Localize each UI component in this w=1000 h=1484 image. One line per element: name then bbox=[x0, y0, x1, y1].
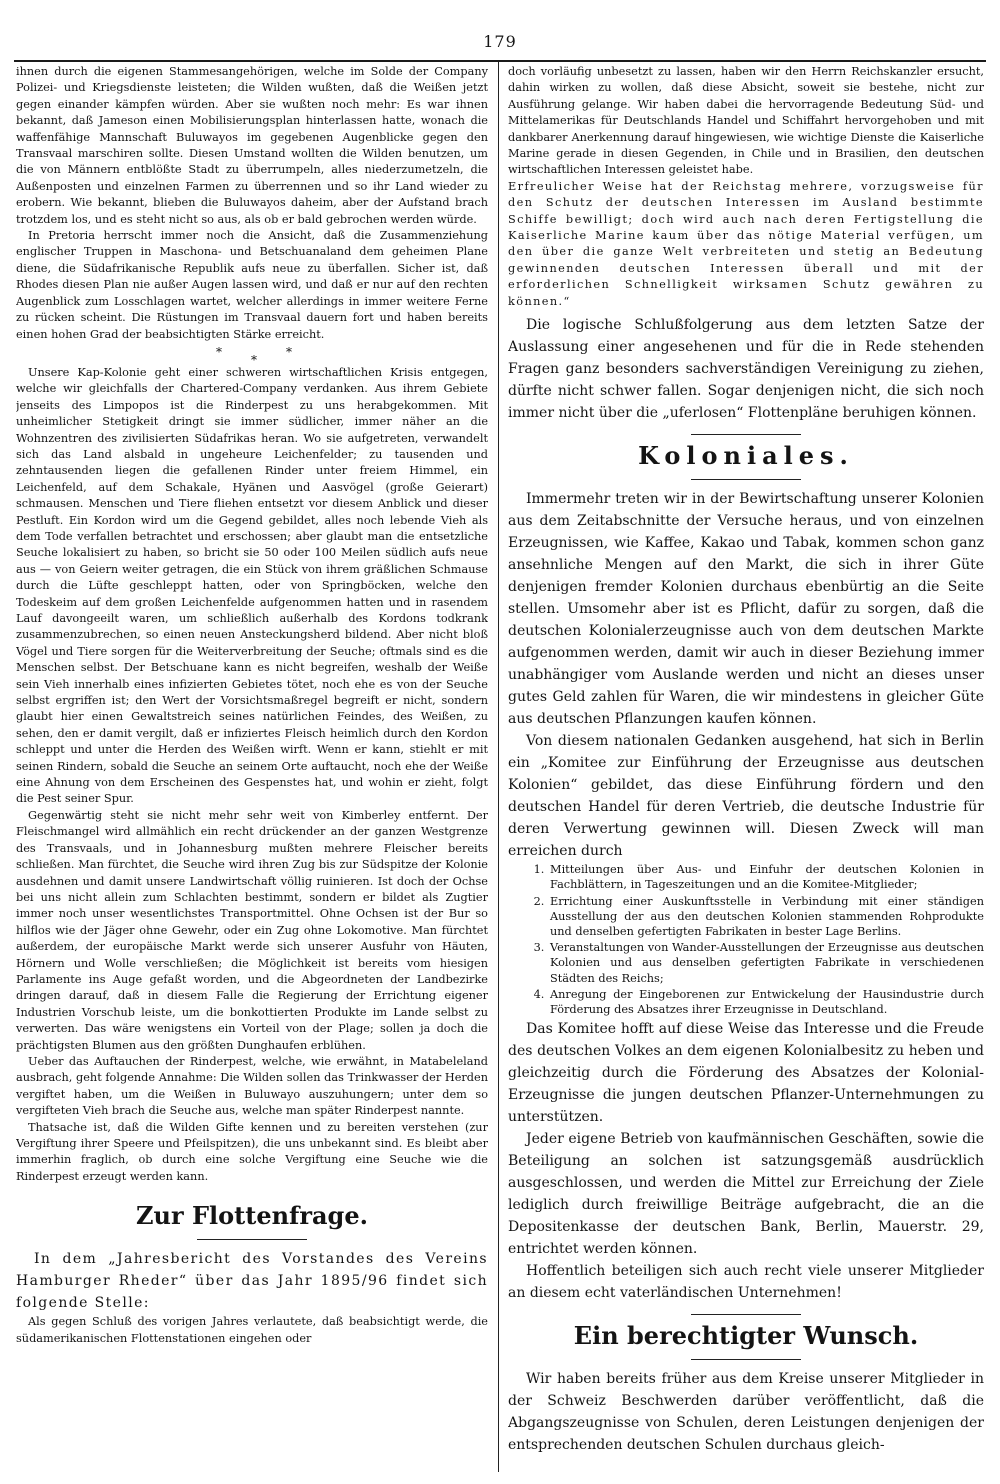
heading-koloniales: Koloniales. bbox=[638, 441, 854, 471]
paragraph: In dem „Jahresbericht des Vorstandes des Vereins Hamburger Rheder“ über das Jahr 1895/96 findet sich folgende Stelle: bbox=[16, 1251, 488, 1312]
list-item: 1. Mitteilungen über Aus- und Einfuhr der deutschen Kolonien in Fachblättern, in Tageszeitungen und an die Komitee-Mitglieder; bbox=[548, 862, 984, 892]
left-column bbox=[16, 64, 488, 1468]
paragraph: Das Komitee hofft auf diese Weise das Interesse und die Freude des deutschen Volkes an dem eigenen Kolonialbesitz zu heben und gleichzeitig durch die Förderung des Absatzes der Kolonial-Erzeugnisse die jungen deutschen Pflanzer-Unternehmungen zu unterstützen. bbox=[508, 1021, 984, 1126]
paragraph: Von diesem nationalen Gedanken ausgehend, hat sich in Berlin ein „Komitee zur Einführung der Erzeugnisse aus deutschen Kolonien“ gebildet, das diese Einführung fördern und den deutschen Handel für deren Vertrieb, die deutsche Industrie für deren Verwertung gewinnen will. Diesen Zweck will man erreichen durch bbox=[508, 733, 984, 860]
separator-star: * bbox=[286, 344, 292, 359]
paragraph: Unsere Kap-Kolonie geht einer schweren wirtschaftlichen Krisis entgegen, welche wir gleichfalls der Chartered-Company verdanken. Aus ihrem Gebiete jenseits des Limpopos ist die Rinderpest zu uns herabgekommen. Mit unheimlicher Stetigkeit dringt sie immer südlicher, immer näher an die Wohnzentren des zivilisierten Südafrikas heran. Wo sie aufgetreten, verwandelt sich das Land alsbald in ungeheure Leichenfelder; zu tausenden und zehntausenden liegen die gefallenen Rinder unter freiem Himmel, ein Leichenfeld, auf dem Schakale, Hyänen und Aasvögel (große Geierart) schmausen. Menschen und Tiere fliehen entsetzt vor diesem Anblick und dieser Pestluft. Ein Kordon wird um die Gegend gebildet, alles noch lebende Vieh als dem Tode verfallen betrachtet und erschossen; aber glaubt man die entsetzliche Seuche lokalisiert zu haben, so bricht sie 50 oder 100 Meilen südlich aufs neue aus — von Geiern weiter getragen, die ein Stück von ihrem gräßlichen Schmause durch die Lüfte geschleppt hatten, oder von Springböcken, welche den Todeskeim auf dem großen Leichenfelde aufgenommen hatten und in rasendem Lauf davongeeilt waren, um schließlich außerhalb des Kordons todkrank zusammenzubrechen, so einen neuen Ansteckungsherd bildend. Aber nicht bloß Vögel und Tiere sorgen für die Weiterverbreitung der Seuche; oftmals sind es die Menschen selbst. Der Betschuane kann es nicht begreifen, weshalb der Weiße sein Vieh innerhalb eines infizierten Gebietes tötet, noch ehe es von der Seuche selbst ergriffen ist; den Wert der Vorsichtsmaßregel begreift er nicht, sondern glaubt hier einen Gewaltstreich seines natürlichen Feindes, des Weißen, zu sehen, den er damit vergilt, daß er infiziertes Fleisch heimlich durch den Kordon schleppt und unter die Herden des Weißen wirft. Wenn er kann, stiehlt er mit seinen Rindern, sobald die Seuche an seinem Orte auftaucht, noch ehe der Weiße eine Ahnung von dem Erscheinen des Gespenstes hat, und wohin er zieht, folgt die Pest seiner Spur. bbox=[16, 365, 488, 806]
heading-rule bbox=[691, 479, 801, 480]
heading-rule bbox=[691, 1359, 801, 1360]
heading-wunsch: Ein berechtigter Wunsch. bbox=[573, 1321, 919, 1351]
quote-paragraph: Erfreulicher Weise hat der Reichstag mehrere, vorzugsweise für den Schutz der deutschen Interessen im Ausland bestimmte Schiffe bewilligt; doch wird auch nach deren Fertigstellung die Kaiserliche Marine kaum über das nötige Material verfügen, um den über die ganze Welt verbreiteten und stetig an Bedeutung gewinnenden deutschen Interessen überall und mit der erforderlichen Schnelligkeit wirksamen Schutz gewähren zu können.“ bbox=[508, 179, 984, 308]
paragraph: Hoffentlich beteiligen sich auch recht viele unserer Mitglieder an diesem echt vaterländischen Unternehmen! bbox=[508, 1263, 984, 1302]
flotten-conclusion bbox=[508, 314, 984, 424]
right-column bbox=[508, 64, 984, 1468]
heading-rule bbox=[197, 1239, 307, 1240]
header-rule bbox=[14, 60, 986, 62]
heading-rule bbox=[691, 1314, 801, 1315]
paragraph: Gegenwärtig steht sie nicht mehr sehr weit von Kimberley entfernt. Der Fleischmangel wird allmählich ein recht drückender an der ganzen Westgrenze des Transvaals, und in Johannesburg mußten mehrere Fleischer bereits schließen. Man fürchtet, die Seuche wird ihren Zug bis zur Südspitze der Kolonie ausdehnen und damit unsere Landwirtschaft völlig ruinieren. Ist doch der Ochse bei uns nicht allein zum Schlachten bestimmt, sondern er bildet als Zugtier immer noch unser wesentlichstes Transportmittel. Ohne Ochsen ist der Bur so hilflos wie der Jäger ohne Gewehr, oder ein Zug ohne Lokomotive. Man fürchtet außerdem, der europäische Markt werde sich unserer Ausfuhr von Häuten, Hörnern und Wolle verschließen; die Möglichkeit ist bereits vom hiesigen Parlamente ins Auge gefaßt worden, und die Abgeordneten der Landbezirke dringen darauf, daß in diesem Falle die Regierung der Errichtung eigener Industrien Vorschub leiste, um die bonkottierten Produkte im Lande selbst zu verwerten. Das wäre wenigstens ein Vorteil von der Plage; sollen ja doch die prächtigsten Blumen aus den größten Dunghaufen erblühen. bbox=[16, 808, 488, 1052]
paragraph: Ueber das Auftauchen der Rinderpest, welche, wie erwähnt, in Matabeleland ausbrach, geht folgende Annahme: Die Wilden sollen das Trinkwasser der Herden vergiftet haben, um die Weißen in Buluwayo auszuhungern; unter dem so vergifteten Vieh brach die Seuche aus, welche man später Rinderpest nannte. bbox=[16, 1054, 488, 1118]
quote-paragraph: doch vorläufig unbesetzt zu lassen, haben wir den Herrn Reichskanzler ersucht, dahin wirken zu wollen, daß diese Absicht, soweit sie bestehe, nicht zur Ausführung gelange. Wir haben dabei die hervorragende Bedeutung Süd- und Mittelamerikas für Deutschlands Handel und Schiffahrt hervorgehoben und mit dankbarer Anerkennung darauf hingewiesen, wie wichtige Dienste die Kaiserliche Marine gerade in diesen Gegenden, in Chile und in Brasilien, den deutschen wirtschaftlichen Interessen geleistet habe. bbox=[508, 65, 984, 177]
article-koloniales bbox=[508, 488, 984, 862]
quote-paragraph: Als gegen Schluß des vorigen Jahres verlautete, daß beabsichtigt werde, die südamerikanischen Flottenstationen eingehen oder bbox=[16, 1315, 488, 1345]
paragraph: Thatsache ist, daß die Wilden Gifte kennen und zu bereiten verstehen (zur Vergiftung ihrer Speere und Pfeilspitzen), die uns unbekannt sind. Es bleibt aber immerhin fraglich, ob durch eine solche Vergiftung eine Seuche wie die Rinderpest erzeugt werden kann. bbox=[16, 1120, 488, 1183]
article-kap-kolonie bbox=[16, 365, 488, 1185]
paragraph: ihnen durch die eigenen Stammesangehörigen, welche im Solde der Company Polizei- und Kriegsdienste leisteten; die Wilden wußten, daß die Weißen jetzt gegen einander kämpfen würden. Aber sie wußten noch mehr: Es war ihnen bekannt, daß Jameson einen Mobilisierungsplan hinterlassen hatte, wonach die waffenfähige Mannschaft Buluwayos im gegebenen Augenblicke gegen den Transvaal marschiren sollte. Diesen Umstand wollten die Wilden benutzen, um die von Männern entblößte Stadt zu überrumpeln, alles niederzumetzeln, die Außenposten und einzelnen Farmen zu überrennen und so ihr Land wieder zu erobern. Wie bekannt, blieben die Buluwayos daheim, aber der Aufstand brach trotzdem los, und es steht nicht so aus, als ob er bald gebrochen werden würde. bbox=[16, 65, 488, 226]
article-koloniales-continued bbox=[508, 1018, 984, 1304]
separator-star: * bbox=[251, 352, 257, 367]
paragraph: In Pretoria herrscht immer noch die Ansicht, daß die Zusammenziehung englischer Truppen in Maschona- und Betschuanaland dem geheimen Plane diene, die Südafrikanische Republik aufs neue zu überfallen. Sicher ist, daß Rhodes diesen Plan nie außer Augen lassen wird, und daß er nur auf den rechten Augenblick zum Losschlagen wartet, welcher allerdings in immer weitere Ferne zu rücken scheint. Die Rüstungen im Transvaal dauern fort und haben bereits einen hohen Grad der beabsichtigten Stärke erreicht. bbox=[16, 229, 488, 341]
komitee-measures-list bbox=[508, 862, 984, 1017]
paragraph: Wir haben bereits früher aus dem Kreise unserer Mitglieder in der Schweiz Beschwerden darüber veröffentlicht, daß die Abgangszeugnisse von Schulen, deren Leistungen denjenigen der entsprechenden deutschen Schulen durchaus gleich- bbox=[508, 1371, 984, 1454]
paragraph: Jeder eigene Betrieb von kaufmännischen Geschäften, sowie die Beteiligung an solchen ist satzungsgemäß ausdrücklich ausgeschlossen, und werden die Mittel zur Erreichung der Ziele lediglich durch freiwillige Beiträge aufgebracht, die an die Depositenkasse der deutschen Bank, Berlin, Mauerstr. 29, entrichtet werden können. bbox=[508, 1131, 984, 1258]
flotten-quote-continued bbox=[508, 64, 984, 310]
list-item: 3. Veranstaltungen von Wander-Ausstellungen der Erzeugnisse aus deutschen Kolonien und aus denselben gefertigten Fabrikate in verschiedenen Städten des Reichs; bbox=[548, 940, 984, 986]
section-separator bbox=[16, 344, 488, 367]
column-divider bbox=[498, 62, 499, 1472]
paragraph: Die logische Schlußfolgerung aus dem letzten Satze der Auslassung einer angesehenen und für die in Rede stehenden Fragen ganz besonders sachverständigen Vereinigung zu ziehen, dürfte nicht schwer fallen. Sogar denjenigen nicht, die sich noch immer nicht über die „uferlosen“ Flottenpläne beruhigen können. bbox=[508, 317, 984, 422]
article-flottenfrage bbox=[16, 1248, 488, 1314]
paragraph: Immermehr treten wir in der Bewirtschaftung unserer Kolonien aus dem Zeitabschnitte der Versuche heraus, und von einzelnen Erzeugnissen, wie Kaffee, Kakao und Tabak, kommen schon ganz ansehnliche Mengen auf den Markt, die sich in ihrer Güte denjenigen fremder Kolonien durchaus ebenbürtig an die Seite stellen. Umsomehr aber ist es Pflicht, dafür zu sorgen, daß die deutschen Kolonialerzeugnisse auch von dem deutschen Markte aufgenommen werden, damit wir auch in dieser Beziehung immer unabhängiger vom Auslande werden und nicht an dieses unser gutes Geld zahlen für Waren, die wir mindestens in gleicher Güte aus deutschen Pflanzungen kaufen können. bbox=[508, 491, 984, 728]
article-wunsch bbox=[508, 1368, 984, 1456]
separator-star: * bbox=[216, 344, 222, 359]
article-transvaal bbox=[16, 64, 488, 343]
page-number: 179 bbox=[483, 32, 517, 51]
list-item: 4. Anregung der Eingeborenen zur Entwickelung der Hausindustrie durch Förderung des Absatzes ihrer Erzeugnisse in Deutschland. bbox=[548, 987, 984, 1017]
heading-flottenfrage: Zur Flottenfrage. bbox=[136, 1201, 368, 1231]
heading-rule bbox=[691, 434, 801, 435]
flotten-quote-start bbox=[16, 1314, 488, 1347]
list-item: 2. Errichtung einer Auskunftsstelle in Verbindung mit einer ständigen Ausstellung der aus den deutschen Kolonien stammenden Rohprodukte und denselben gefertigten Fabrikaten in bester Lage Berlins. bbox=[548, 894, 984, 940]
